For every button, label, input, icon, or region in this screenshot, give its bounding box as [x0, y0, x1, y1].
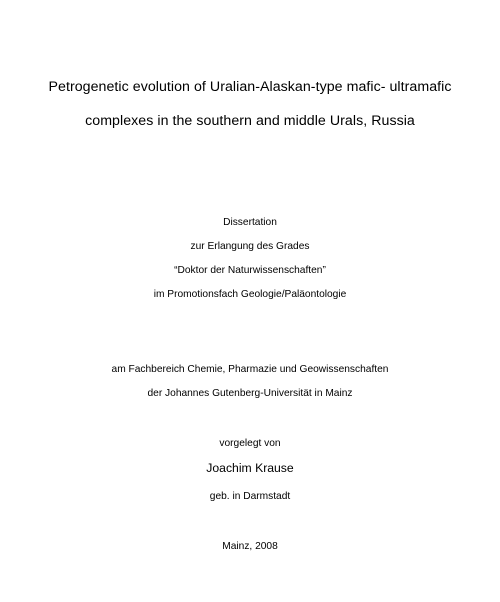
birthplace: geb. in Darmstadt [209, 491, 291, 502]
department: am Fachbereich Chemie, Pharmazie und Geowissenschaften [111, 364, 389, 375]
subject-field: im Promotionsfach Geologie/Paläontologie [153, 289, 347, 300]
title-line-1: Petrogenetic evolution of Uralian-Alaskan-type mafic- ultramafic [48, 79, 452, 95]
degree-name: “Doktor der Naturwissenschaften” [174, 265, 326, 276]
university: der Johannes Gutenberg-Universität in Mainz [147, 388, 353, 399]
submitted-by-label: vorgelegt von [219, 438, 281, 449]
dissertation-label: Dissertation [223, 217, 277, 228]
degree-purpose: zur Erlangung des Grades [190, 241, 310, 252]
place-and-date: Mainz, 2008 [222, 541, 278, 552]
title-line-2: complexes in the southern and middle Urals, Russia [85, 113, 415, 129]
author-name: Joachim Krause [206, 461, 294, 475]
